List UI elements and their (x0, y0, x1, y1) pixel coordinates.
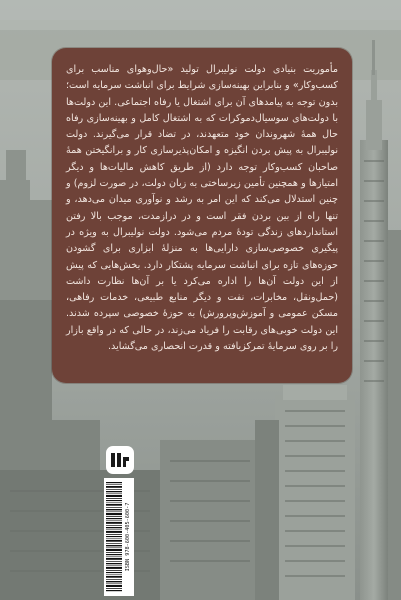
publisher-logo-icon (109, 449, 131, 471)
barcode-icon (106, 480, 122, 594)
isbn-barcode (104, 478, 134, 596)
blurb-panel (52, 48, 352, 383)
publisher-logo (106, 446, 134, 474)
blurb-text: مأموریت بنیادی دولت نولیبرال تولید «حال‌وهوای مناسب برای کسب‌وکار» و بنابراین بهینه‌سازی شرایط برای انباشت سرمایه است؛ بدون توجه به پیامدهای آن برای اشتغال یا رفاه اجتماعی. این دولت‌ها با دولت‌های سوسیال‌دموکرات که به اشتغال کامل و بهینه‌سازی رفاه حال همهٔ شهروندان خود متعهدند، در تضاد قرار می‌گیرند. دولت نولیبرال به پیش بردن انگیزه و امکان‌پذیرسازی کار و برانگیختن همهٔ صاحبان کسب‌وکار توجه دارد (از طریق کاهش مالیات‌ها و دیگر امتیازها و همچنین تأمین زیرساختی به زبان دولت، در صورت لزوم) و چنین استدلال می‌کند که این امر به رشد و نوآوری میدان می‌دهد، و تنها راه از بین بردن فقر است و در درازمدت، موجب بالا رفتن استانداردهای زندگی تودهٔ مردم می‌شود. دولت نولیبرال به ویژه در پیگیری خصوصی‌سازی دارایی‌ها به منزلهٔ ابزاری برای گشودن حوزه‌های تازه برای انباشت سرمایه پشتکار دارد. بخش‌هایی که پیش از این دولت آن‌ها را اداره می‌کرد یا بر آن‌ها نظارت داشت (حمل‌ونقل، مخابرات، نفت و دیگر منابع طبیعی، خدمات رفاهی، مسکن عمومی و آموزش‌وپرورش) به حوزهٔ خصوصی سپرده شدند. این دولت خوبی‌های رقابت را فریاد می‌زند، در حالی که در واقع بازار را بر روی سرمایهٔ تمرکزیافته و قدرت انحصاری می‌گشاید. (66, 64, 338, 353)
isbn-number: ISBN 978-600-405-600-7 (125, 502, 131, 572)
